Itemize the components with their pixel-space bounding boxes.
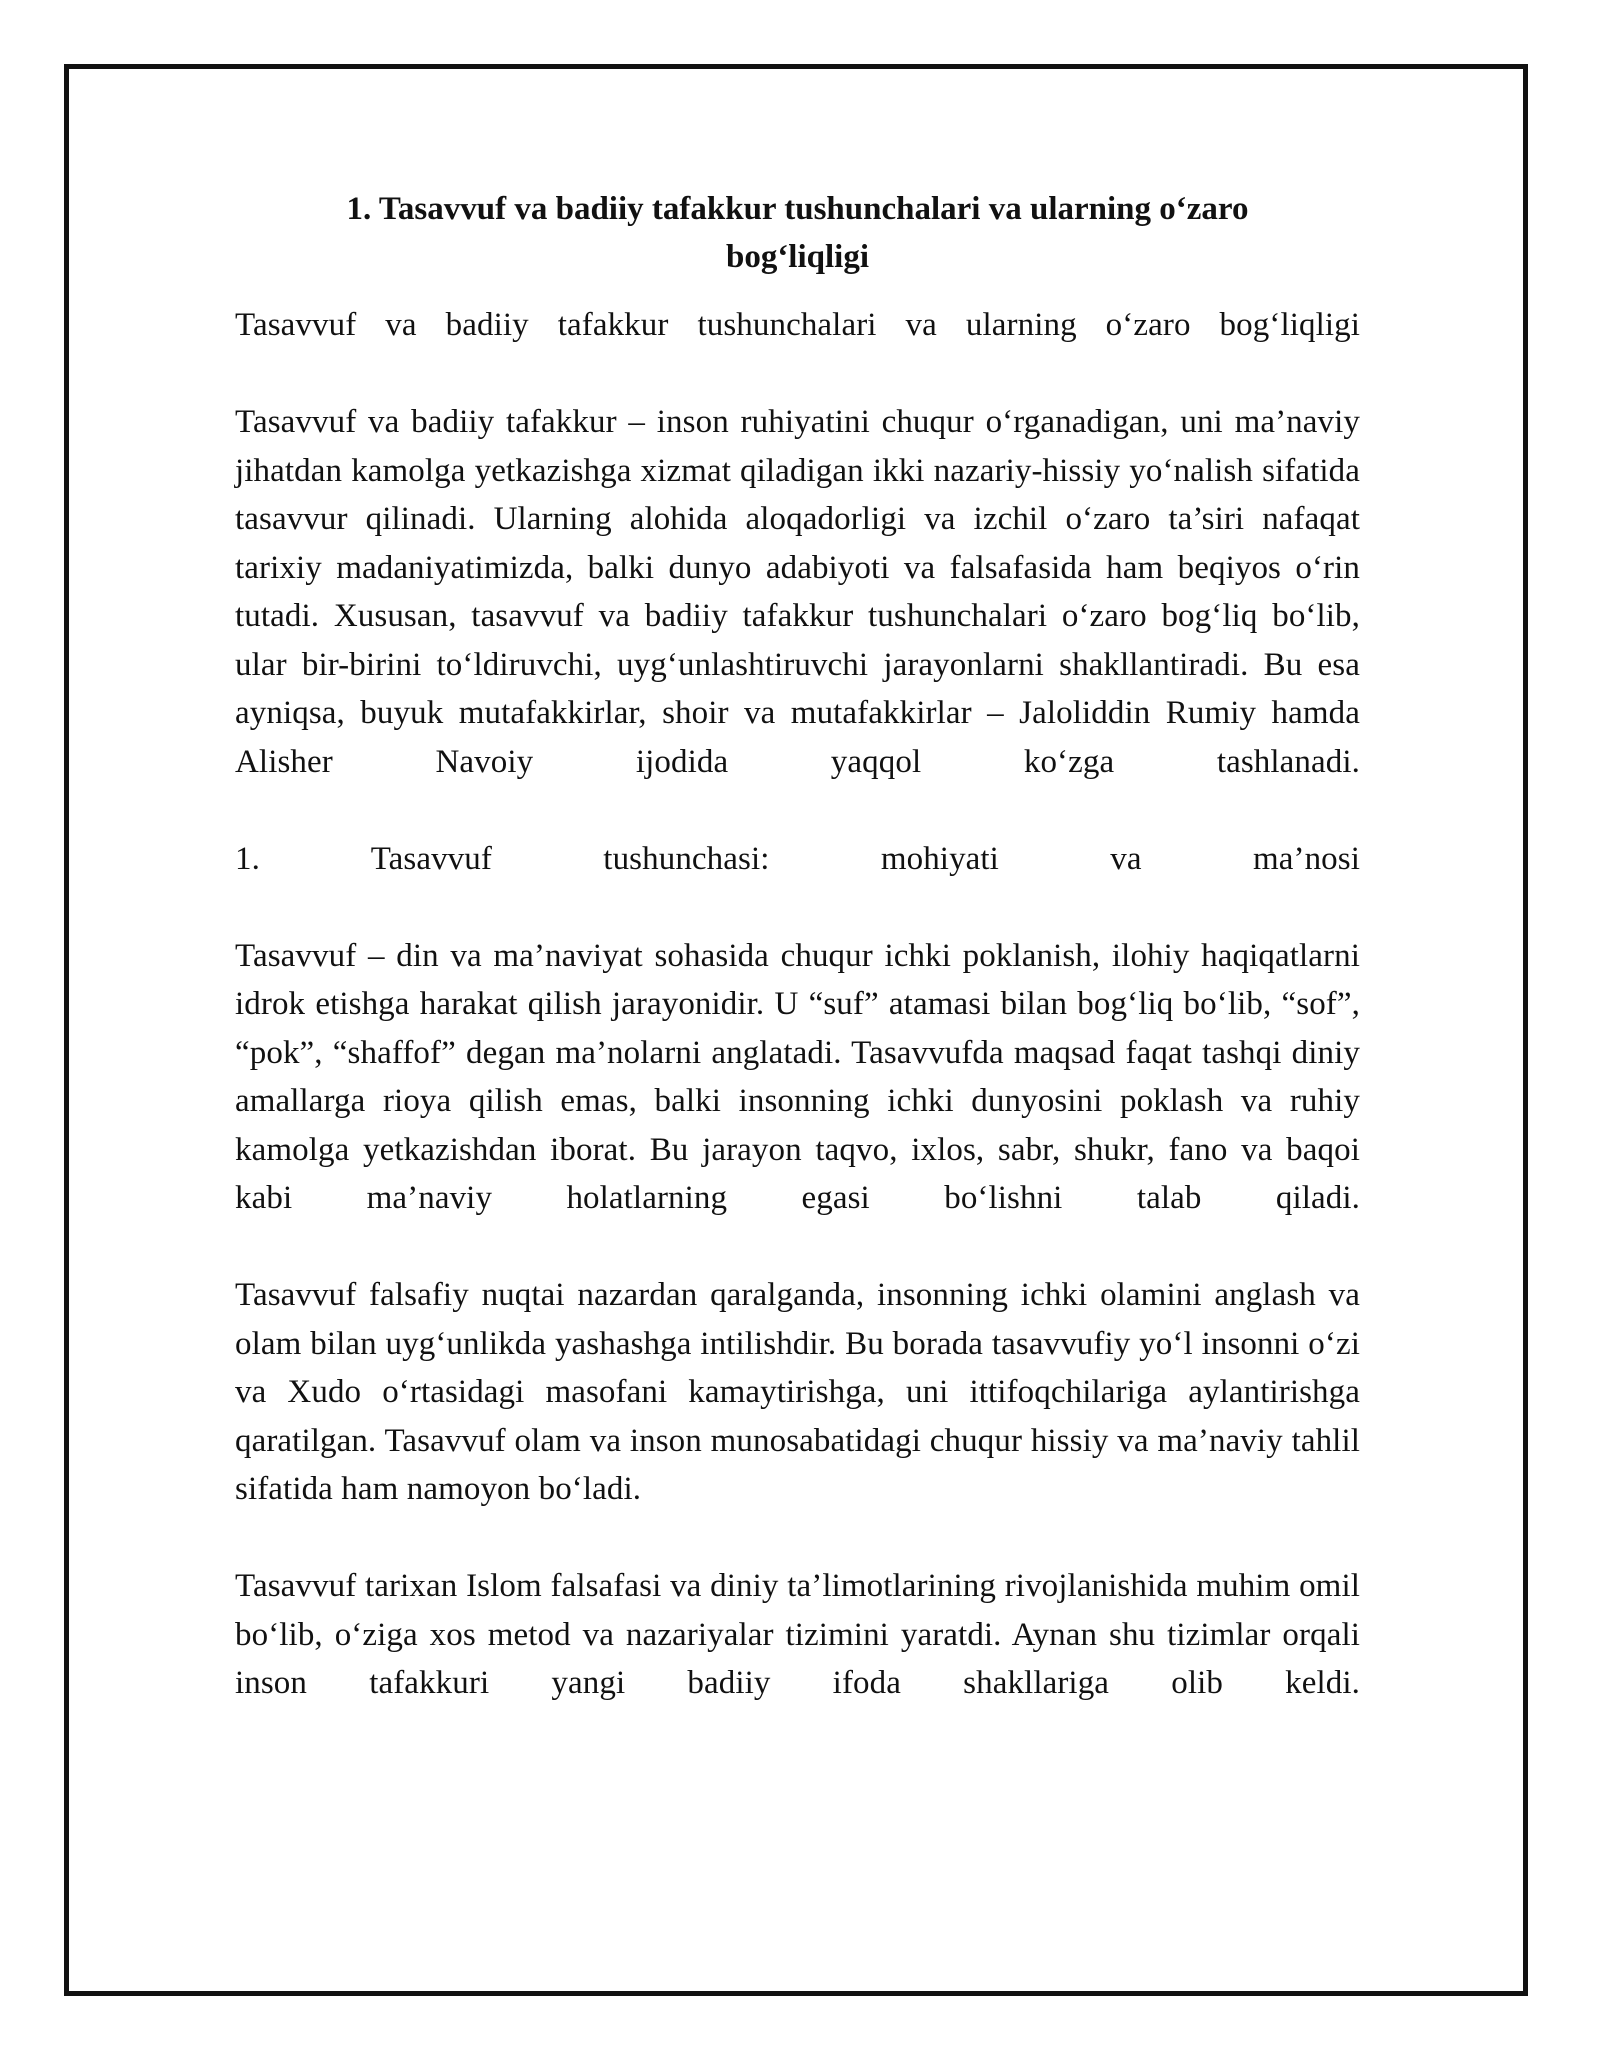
paragraph-tasavvuf-definition: Tasavvuf – din va ma’naviyat sohasida chuqur ichki poklanish, ilohiy haqiqatlarni idrok etishga harakat qilish jarayonidir. U “suf” atamasi bilan bog‘liq bo‘lib, “sof”, “pok”, “shaffof” degan ma’nolarni anglatadi. Tasavvufda maqsad faqat tashqi diniy amallarga rioya qilish emas, balki insonning ichki dunyosini poklash va ruhiy kamolga yetkazishdan iborat. Bu jarayon taqvo, ixlos, sabr, shukr, fano va baqoi kabi ma’naviy holatlarning egasi bo‘lishni talab qiladi. (235, 937, 1360, 1216)
document-body (235, 185, 1360, 1756)
paragraph-tasavvuf-philosophy: Tasavvuf falsafiy nuqtai nazardan qaralganda, insonning ichki olamini anglash va olam bilan uyg‘unlikda yashashga intilishdir. Bu borada tasavvufiy yo‘l insonni o‘zi va Xudo o‘rtasidagi masofani kamaytirishga, uni ittifoqchilariga aylantirishga qaratilgan. Tasavvuf olam va inson munosabatidagi chuqur hissiy va ma’naviy tahlil sifatida ham namoyon bo‘ladi. (235, 1277, 1360, 1507)
document-title-line-1: 1. Tasavvuf va badiiy tafakkur tushunchalari va ularning o‘zaro (346, 191, 1249, 227)
document-title (235, 185, 1360, 281)
paragraph-heading-repeat: Tasavvuf va badiiy tafakkur tushunchalari va ularning o‘zaro bog‘liqligi (235, 307, 1360, 343)
paragraph-intro: Tasavvuf va badiiy tafakkur – inson ruhiyatini chuqur o‘rganadigan, uni ma’naviy jihatdan kamolga yetkazishga xizmat qiladigan ikki nazariy-hissiy yo‘nalish sifatida tasavvur qilinadi. Ularning alohida aloqadorligi va izchil o‘zaro ta’siri nafaqat tarixiy madaniyatimizda, balki dunyo adabiyoti va falsafasida ham beqiyos o‘rin tutadi. Xususan, tasavvuf va badiiy tafakkur tushunchalari o‘zaro bog‘liq bo‘lib, ular bir-birini to‘ldiruvchi, uyg‘unlashtiruvchi jarayonlarni shakllantiradi. Bu esa ayniqsa, buyuk mutafakkirlar, shoir va mutafakkirlar – Jaloliddin Rumiy hamda Alisher Navoiy ijodida yaqqol ko‘zga tashlanadi. (235, 404, 1360, 780)
paragraph-tasavvuf-history: Tasavvuf tarixan Islom falsafasi va diniy ta’limotlarining rivojlanishida muhim omil bo‘lib, o‘ziga xos metod va nazariyalar tizimini yaratdi. Aynan shu tizimlar orqali inson tafakkuri yangi badiiy ifoda shakllariga olib keldi. (235, 1568, 1360, 1701)
document-title-line-2: bog‘liqligi (725, 239, 870, 275)
section-heading-1: 1. Tasavvuf tushunchasi: mohiyati va ma’nosi (235, 840, 1360, 877)
